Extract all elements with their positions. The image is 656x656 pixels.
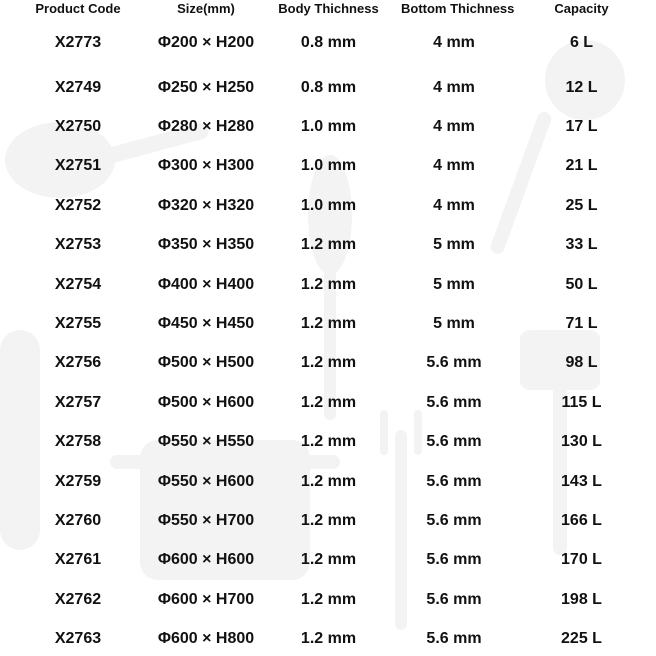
size-cell: Φ550 × H600: [157, 472, 255, 490]
bottom-thickness-cell: 4 mm: [433, 196, 475, 214]
table-row: [0, 147, 656, 186]
table-row: [0, 501, 656, 540]
product-code-cell: X2756: [54, 354, 102, 372]
body-thickness-cell: 1.2 mm: [300, 630, 357, 648]
body-thickness-cell: 1.2 mm: [300, 590, 357, 608]
table-row: [0, 580, 656, 619]
size-cell: Φ200 × H200: [157, 34, 255, 51]
bottom-thickness-cell: 5 mm: [433, 275, 475, 293]
size-cell: Φ550 × H700: [157, 511, 255, 529]
capacity-cell: 6 L: [569, 34, 594, 51]
header-product-code: Product Code: [35, 1, 121, 16]
product-code-cell: X2760: [54, 511, 102, 529]
bottom-thickness-cell: 5.6 mm: [426, 433, 482, 451]
table-row: [0, 107, 656, 146]
table-row: [0, 344, 656, 383]
bottom-thickness-cell: 5.6 mm: [426, 472, 482, 490]
bottom-thickness-cell: 5.6 mm: [426, 630, 482, 648]
capacity-cell: 166 L: [561, 511, 602, 529]
table-row: [0, 423, 656, 462]
capacity-cell: 98 L: [565, 354, 598, 372]
size-cell: Φ600 × H600: [157, 551, 255, 569]
size-cell: Φ250 × H250: [157, 78, 255, 96]
capacity-cell: 50 L: [565, 275, 598, 293]
size-cell: Φ280 × H280: [157, 118, 255, 136]
bottom-thickness-cell: 4 mm: [433, 118, 475, 136]
size-cell: Φ600 × H700: [157, 590, 255, 608]
size-cell: Φ500 × H600: [157, 393, 255, 411]
body-thickness-cell: 1.2 mm: [300, 393, 357, 411]
bottom-thickness-cell: 5.6 mm: [426, 393, 482, 411]
body-thickness-cell: 1.0 mm: [300, 118, 357, 136]
capacity-cell: 25 L: [565, 196, 598, 214]
capacity-cell: 170 L: [561, 551, 602, 569]
product-code-cell: X2759: [54, 472, 102, 490]
table-row: [0, 383, 656, 422]
body-thickness-cell: 1.2 mm: [300, 511, 357, 529]
size-cell: Φ450 × H450: [157, 315, 255, 333]
size-cell: Φ320 × H320: [157, 196, 255, 214]
capacity-cell: 115 L: [561, 393, 602, 411]
product-code-cell: X2754: [54, 275, 102, 293]
header-bottom-thickness: Bottom Thichness: [401, 1, 515, 16]
capacity-cell: 21 L: [565, 157, 598, 175]
bottom-thickness-cell: 4 mm: [433, 34, 475, 51]
bottom-thickness-cell: 5.6 mm: [426, 354, 482, 372]
size-cell: Φ600 × H800: [157, 630, 255, 648]
body-thickness-cell: 1.0 mm: [300, 157, 357, 175]
product-code-cell: X2755: [54, 315, 102, 333]
body-thickness-cell: 1.2 mm: [300, 354, 357, 372]
body-thickness-cell: 0.8 mm: [300, 78, 357, 96]
size-cell: Φ500 × H500: [157, 354, 255, 372]
header-row: [0, 0, 656, 18]
bottom-thickness-cell: 5.6 mm: [426, 590, 482, 608]
capacity-cell: 33 L: [565, 236, 598, 254]
size-cell: Φ400 × H400: [157, 275, 255, 293]
product-code-cell: X2751: [54, 157, 102, 175]
body-thickness-cell: 1.2 mm: [300, 472, 357, 490]
header-body-thickness: Body Thichness: [278, 1, 379, 16]
capacity-cell: 143 L: [561, 472, 602, 490]
table-row: [0, 68, 656, 107]
bottom-thickness-cell: 5 mm: [433, 236, 475, 254]
capacity-cell: 12 L: [565, 78, 598, 96]
product-code-cell: X2752: [54, 196, 102, 214]
capacity-cell: 17 L: [565, 118, 598, 136]
bottom-thickness-cell: 5 mm: [433, 315, 475, 333]
table-row: [0, 265, 656, 304]
size-cell: Φ350 × H350: [157, 236, 255, 254]
bottom-thickness-cell: 5.6 mm: [426, 551, 482, 569]
table-row: [0, 18, 656, 68]
body-thickness-cell: 0.8 mm: [300, 34, 357, 51]
table-row: [0, 462, 656, 501]
size-cell: Φ550 × H550: [157, 433, 255, 451]
product-code-cell: X2762: [54, 590, 102, 608]
product-code-cell: X2753: [54, 236, 102, 254]
table-row: [0, 226, 656, 265]
header-capacity: Capacity: [554, 1, 609, 16]
body-thickness-cell: 1.2 mm: [300, 315, 357, 333]
body-thickness-cell: 1.2 mm: [300, 433, 357, 451]
capacity-cell: 198 L: [561, 590, 602, 608]
product-code-cell: X2758: [54, 433, 102, 451]
body-thickness-cell: 1.2 mm: [300, 275, 357, 293]
product-code-cell: X2761: [54, 551, 102, 569]
bottom-thickness-cell: 5.6 mm: [426, 511, 482, 529]
table-row: [0, 186, 656, 225]
header-size: Size(mm): [177, 1, 235, 16]
table-row: [0, 541, 656, 580]
capacity-cell: 130 L: [561, 433, 602, 451]
bottom-thickness-cell: 4 mm: [433, 157, 475, 175]
body-thickness-cell: 1.0 mm: [300, 196, 357, 214]
capacity-cell: 225 L: [561, 630, 602, 648]
size-cell: Φ300 × H300: [157, 157, 255, 175]
product-code-cell: X2773: [54, 34, 102, 51]
body-thickness-cell: 1.2 mm: [300, 551, 357, 569]
product-code-cell: X2750: [54, 118, 102, 136]
product-code-cell: X2763: [54, 630, 102, 648]
bottom-thickness-cell: 4 mm: [433, 78, 475, 96]
product-code-cell: X2749: [54, 78, 102, 96]
product-code-cell: X2757: [54, 393, 102, 411]
table-row: [0, 304, 656, 343]
capacity-cell: 71 L: [565, 315, 598, 333]
body-thickness-cell: 1.2 mm: [300, 236, 357, 254]
table-row: [0, 619, 656, 656]
